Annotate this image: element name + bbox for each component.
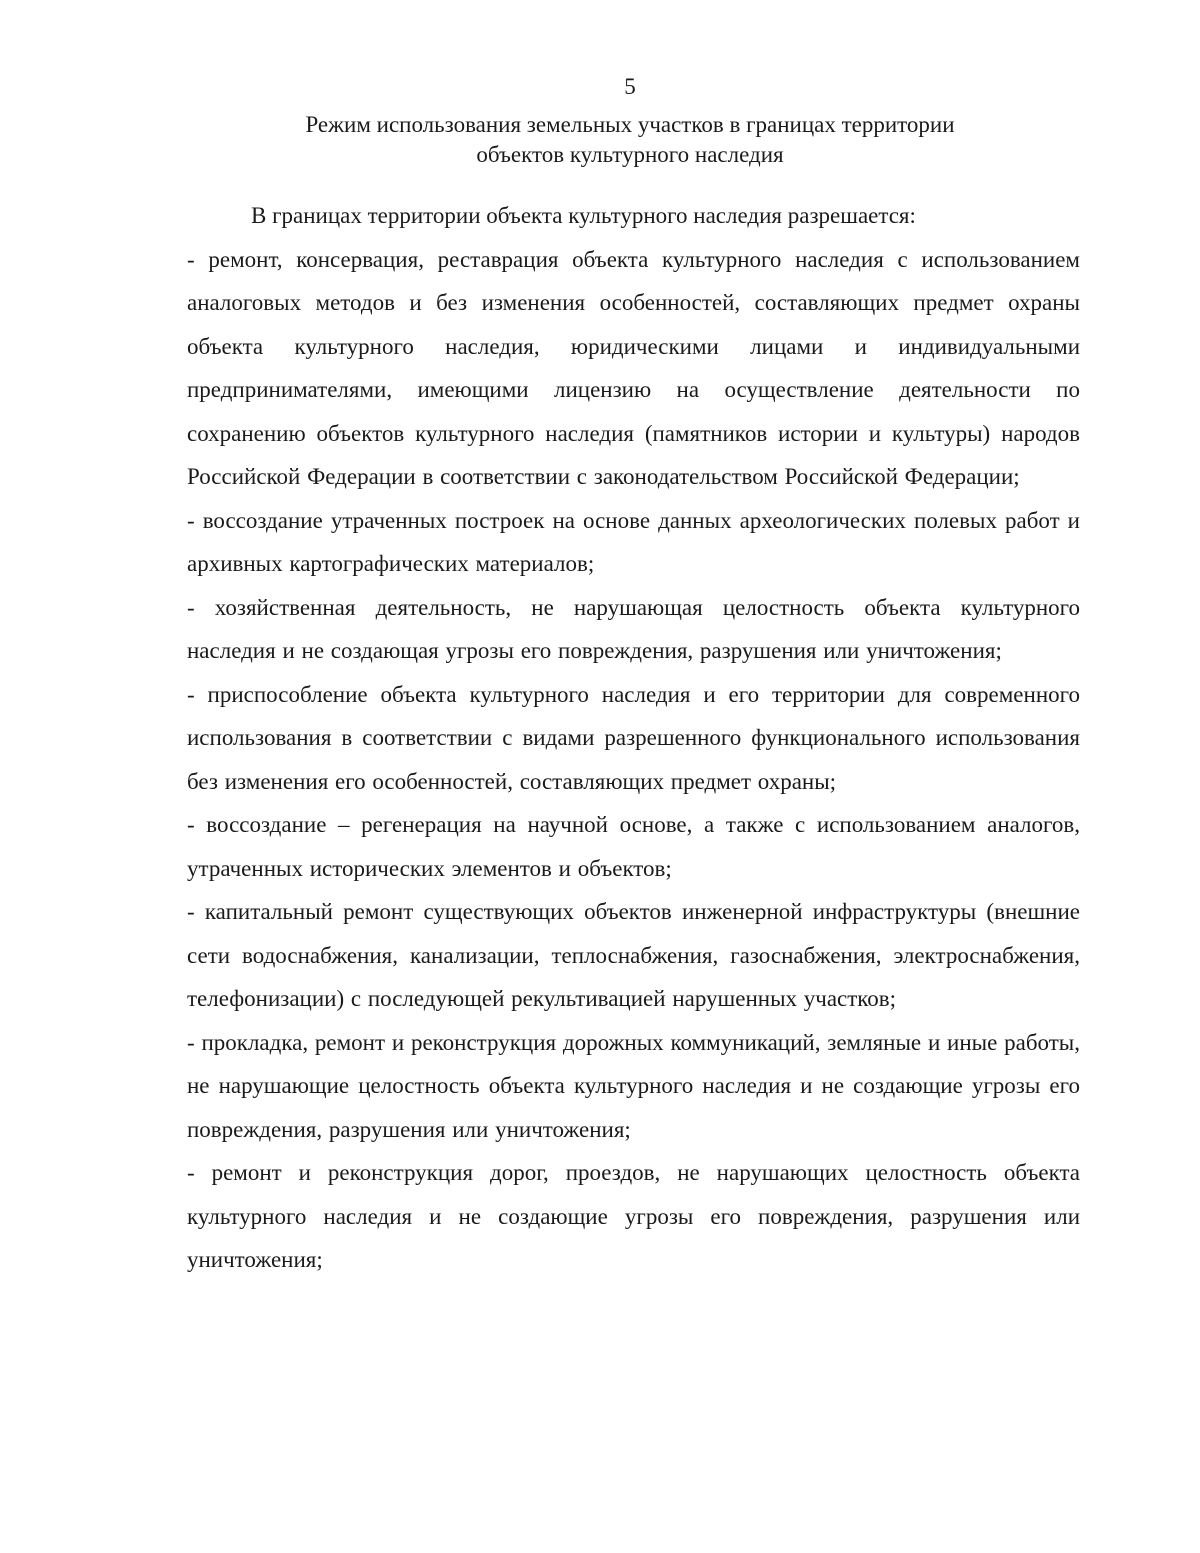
list-item: - ремонт и реконструкция дорог, проездов, не нарушающих целостность объекта культурного наследия и не создающие угрозы его повреждения, разрушения или уничтожения;	[187, 1160, 1080, 1272]
list-item: - воссоздание – регенерация на научной основе, а также с использованием аналогов, утраченных исторических элементов и объектов;	[187, 812, 1080, 881]
list-item: - воссоздание утраченных построек на основе данных археологических полевых работ и архивных картографических материалов;	[187, 507, 1080, 576]
list-item: - капитальный ремонт существующих объектов инженерной инфраструктуры (внешние сети водоснабжения, канализации, теплоснабжения, газоснабжения, электроснабжения, телефонизации) с последующей рекультивацией нарушенных участков;	[187, 899, 1080, 1011]
intro-paragraph: В границах территории объекта культурного наследия разрешается:	[251, 203, 916, 228]
list-item: - ремонт, консервация, реставрация объекта культурного наследия с использованием аналоговых методов и без изменения особенностей, составляющих предмет охраны объекта культурного наследия, юридическими лицами и индивидуальными предпринимателями, имеющими лицензию на осуществление деятельности по сохранению объектов культурного наследия (памятников истории и культуры) народов Российской Федерации в соответствии с законодательством Российской Федерации;	[187, 246, 1080, 489]
page-number: 5	[624, 74, 636, 99]
heading-line-2: объектов культурного наследия	[476, 142, 784, 167]
section-heading	[180, 110, 1080, 170]
list-item: - приспособление объекта культурного наследия и его территории для современного использования в соответствии с видами разрешенного функционального использования без изменения его особенностей, составляющих предмет охраны;	[187, 681, 1080, 794]
list-item: - прокладка, ремонт и реконструкция дорожных коммуникаций, земляные и иные работы, не нарушающие целостность объекта культурного наследия и не создающие угрозы его повреждения, разрушения или уничтожения;	[187, 1029, 1080, 1142]
document-body	[187, 194, 1080, 1282]
heading-line-1: Режим использования земельных участков в границах территории	[305, 112, 955, 137]
list-item: - хозяйственная деятельность, не нарушающая целостность объекта культурного наследия и не создающая угрозы его повреждения, разрушения или уничтожения;	[187, 594, 1080, 663]
